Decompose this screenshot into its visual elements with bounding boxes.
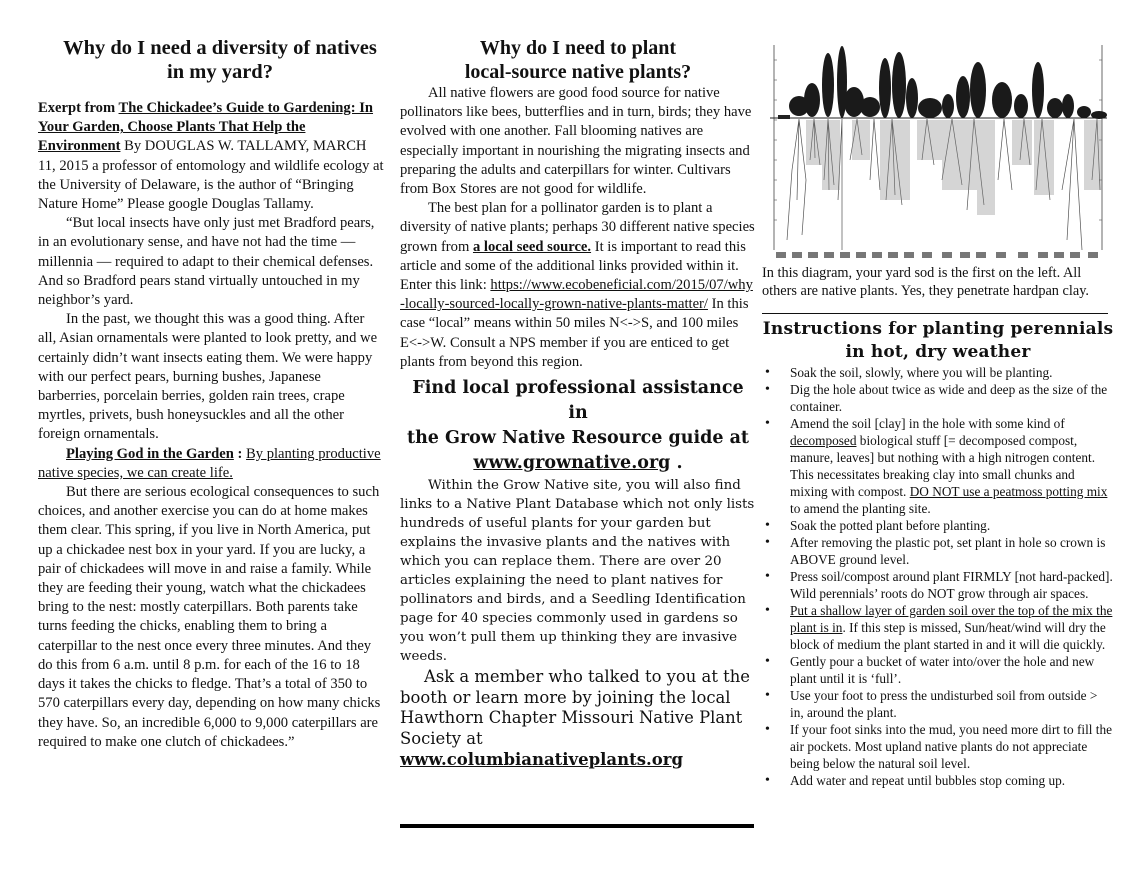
text: It is important to read this article and some of the additional links provided within it. Enter this link: bbox=[400, 238, 746, 294]
step-11: • Add water and repeat until bubbles stop coming up. bbox=[762, 772, 1114, 789]
paragraph-asian-ornamentals: In the past, we thought this was a good thing. After all, Asian ornamentals were planted to look pretty, and we certainly didn’t want insects eating them. We were happy with our perfect pears, burning bushes, Japanese barberries, porcelain berries, golden rain trees, crape myrtles, privets, bush honeysuckles and all the other foreign ornamentals. bbox=[38, 311, 378, 443]
paragraph-join-society: Ask a member who talked to you at the booth or learn more by joining the local Hawthorn Chapter Missouri Native Plant Society at bbox=[400, 667, 750, 748]
title-line-1: Instructions for planting perennials bbox=[762, 319, 1114, 339]
callout-line-2: the Grow Native Resource guide at bbox=[406, 428, 749, 449]
planting-steps-list bbox=[762, 364, 1114, 789]
book-title-link[interactable]: The Chickadee’s Guide to Gardening: In Your Garden, Choose Plants That Help the Environment bbox=[38, 100, 374, 155]
step-10: • If your foot sinks into the mud, you need more dirt to fill the air pockets. Most upland native plants do not appreciate being below the natural soil level. bbox=[762, 721, 1114, 772]
text: biological stuff [= decomposed compost, manure, leaves] but nothing with a high nitrogen content. This necessitates breaking clay into small chunks and mixing with compost. bbox=[790, 433, 1096, 499]
step-7 bbox=[762, 602, 1114, 653]
section-title-diversity: Why do I need a diversity of natives in my yard? bbox=[63, 37, 377, 83]
text: The best plan for a pollinator garden is to plant a diversity of native plants; perhaps 30 different native species grown from bbox=[400, 200, 755, 255]
paragraph-bradford-pears: “But local insects have only just met Bradford pears, in an evolutionary sense, and have not had the time — millennia — required to adapt to their chemical defenses. And so Bradford pears stand virtually untouched in my neighbor’s yard. bbox=[38, 215, 375, 309]
columbia-native-plants-link[interactable]: www.columbianativeplants.org bbox=[400, 750, 684, 770]
emphasis: Put a shallow layer of garden soil over the top of the mix the plant is in bbox=[790, 603, 1113, 635]
local-seed-source-link[interactable]: a local seed source. bbox=[472, 238, 592, 255]
ecobeneficial-article-link[interactable]: https://www.ecobeneficial.com/2015/07/why-locally-sourced-locally-grown-native-plants-matter/ bbox=[400, 277, 753, 313]
subhead-playing-god bbox=[38, 445, 384, 483]
diagram-caption: In this diagram, your yard sod is the first on the left. All others are native plants. Yes, they penetrate hardpan clay. bbox=[762, 265, 1089, 299]
step-3 bbox=[762, 415, 1114, 517]
step-8: • Gently pour a bucket of water into/over the hole and new plant until it is ‘full’. bbox=[762, 653, 1114, 687]
emphasis: DO NOT use a peatmoss potting mix bbox=[909, 484, 1108, 499]
step-6: • Press soil/compost around plant FIRMLY [not hard-packed]. Wild perennials’ roots do NOT grow through air spaces. bbox=[762, 568, 1114, 602]
prairie-roots-icon bbox=[762, 40, 1114, 265]
grownative-callout bbox=[400, 376, 756, 476]
step-1: • Soak the soil, slowly, where you will be planting. bbox=[762, 364, 1114, 381]
paragraph-grownative-site: Within the Grow Native site, you will also find links to a Native Plant Database which not only lists hundreds of useful plants for your garden but explains the invasive plants and the natives with which you can replace them. There are over 20 articles explaining the need to plant natives for pollinators and birds, and a Seedling Identification page for 40 species commonly used in gardens so you won’t pull them up thinking they are invasive weeds. bbox=[400, 478, 755, 665]
excerpt-byline: By DOUGLAS W. TALLAMY, MARCH 11, 2015 a professor of entomology and wildlife ecology at the University of Delaware, is the author of “Bringing Nature Home” Please google Douglas Tallamy. bbox=[38, 138, 384, 213]
subhead-bold: Playing God in the Garden bbox=[66, 445, 234, 462]
step-5: • After removing the plastic pot, set plant in hole so crown is ABOVE ground level. bbox=[762, 534, 1114, 568]
excerpt-prefix: Exerpt from bbox=[38, 100, 119, 116]
root-depth-diagram bbox=[762, 40, 1114, 265]
title-line-2: local-source native plants? bbox=[464, 61, 692, 83]
title-line-2: in hot, dry weather bbox=[845, 342, 1031, 362]
paragraph-pollinator-plan bbox=[400, 199, 756, 372]
emphasis: decomposed bbox=[790, 433, 857, 448]
text: In this case “local” means within 50 miles N<->S, and 100 miles E<->W. Consult a NPS member if you are enticed to get plants from beyond this region. bbox=[400, 296, 749, 370]
column-diversity bbox=[38, 0, 384, 752]
step-2: • Dig the hole about twice as wide and deep as the size of the container. bbox=[762, 381, 1114, 415]
text: . If this step is missed, Sun/heat/wind will dry the block of medium the plant started in and it will die quickly. bbox=[790, 620, 1106, 652]
column-instructions bbox=[762, 0, 1114, 789]
step-4: • Soak the potted plant before planting. bbox=[762, 517, 1114, 534]
text: Amend the soil [clay] in the hole with some kind of bbox=[790, 416, 1065, 431]
divider-bar bbox=[400, 824, 754, 828]
column-local-source bbox=[400, 0, 756, 771]
excerpt-citation bbox=[38, 99, 384, 214]
section-divider bbox=[762, 313, 1108, 314]
section-title-local-source bbox=[400, 36, 756, 84]
callout-end: . bbox=[670, 453, 683, 474]
paragraph-chickadees: But there are serious ecological consequences to such choices, and another exercise you can do at home makes them clear. This spring, if you live in North America, put up a chickadee nest box in your yard. If you are lucky, a pair of chickadees will move in and raise a family. While they are feeding their young, watch what the chickadees bring to the nest: mostly caterpillars. Both parents take turns feeding the chicks, enabling them to bring a caterpillar to the nest once every three minutes. And they do this from 6 a.m. until 8 p.m. for each of the 16 to 18 days it takes the chicks to fledge. That’s a total of 350 to 570 caterpillars every day, depending on how many chicks they have. So, an incredible 6,000 to 9,000 caterpillars are required to make one clutch of chickadees.” bbox=[38, 484, 381, 750]
paragraph-native-flowers: All native flowers are good food source for native pollinators like bees, butterflies and in turn, birds; they have evolved with one another. Fall blooming natives are especially important in nourishing the migrating insects and preparing the adults and caterpillars for winter. Cultivars from Box Stores are not good for wildlife. bbox=[400, 85, 752, 198]
instructions-title bbox=[762, 318, 1114, 364]
text: to amend the planting site. bbox=[790, 501, 931, 516]
grownative-link[interactable]: www.grownative.org bbox=[473, 453, 671, 474]
title-line-1: Why do I need to plant bbox=[479, 37, 677, 59]
callout-line-1: Find local professional assistance in bbox=[412, 378, 744, 424]
subhead-rest: By planting productive native species, we can create life. bbox=[38, 445, 381, 481]
step-9: • Use your foot to press the undisturbed soil from outside > in, around the plant. bbox=[762, 687, 1114, 721]
subhead-separator: : bbox=[233, 445, 247, 462]
